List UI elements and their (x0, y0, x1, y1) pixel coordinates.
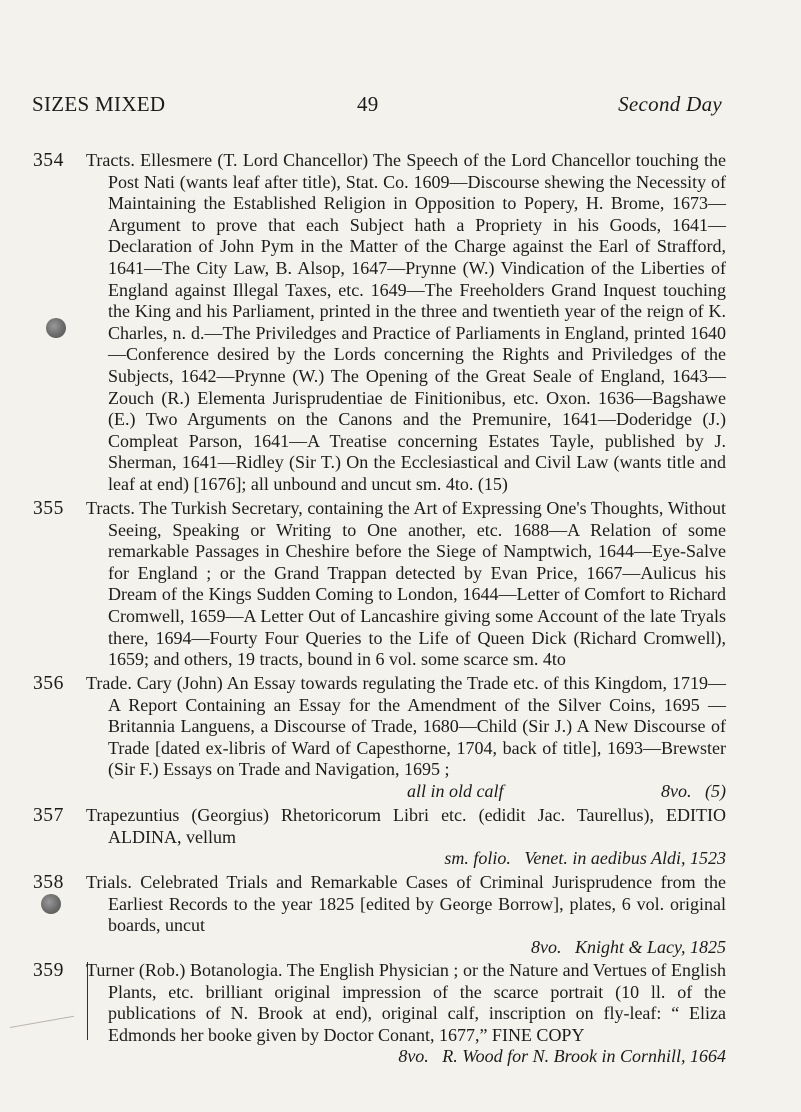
lot-number: 359 (33, 960, 64, 981)
lot-text: Tracts. Ellesmere (T. Lord Chancellor) The Speech of the Lord Chancellor touching the Post Nati (wants leaf after title), Stat. Co. 1609—Discourse shewing the Necessity of Maintaining the Established Religion in Opposition to Popery, H. Brome, 1673—Argument to prove that each Subject hath a Propriety in his Goods, 1641—Declaration of John Pym in the Matter of the Charge against the Earl of Strafford, 1641—The City Law, B. Alsop, 1647—Prynne (W.) Vindication of the Liberties of England against Illegal Taxes, etc. 1649—The Freeholders Grand Inquest touching the King and his Parliament, printed in the three and twentieth year of the reign of K. Charles, n. d.—The Priviledges and Practice of Parliaments in England, printed 1640—Conference desired by the Lords concerning the Rights and Priviledges of the Subjects, 1642—Prynne (W.) The Opening of the Great Seale of England, 1643—Zouch (R.) Elementa Jurisprudentiae de Finitionibus, etc. Oxon. 1636—Bagshawe (E.) Two Arguments on the Canons and the Premunire, 1641—Doderidge (J.) Compleat Parson, 1641—A Treatise concerning Estates Tayle, published by J. Sherman, 1641—Ridley (Sir T.) On the Ecclesiastical and Civil Law (wants title and leaf at end) [1676]; all unbound and uncut sm. 4to. (15) (86, 150, 726, 494)
lot-format-line: 8vo. Knight & Lacy, 1825 (531, 936, 726, 957)
lot-text: Tracts. The Turkish Secretary, containing the Art of Expressing One's Thoughts, Without Seeing, Speaking or Writing to One another, etc. 1688—A Relation of some remarkable Passages in Cheshire before the Siege of Namptwich, 1644—Eye-Salve for England ; or the Grand Trappan detected by Evan Price, 1667—Aulicus his Dream of the Kings Sudden Coming to London, 1644—Letter of Comfort to Richard Cromwell, 1659—A Letter Out of Lancashire giving some Account of the late Tryals there, 1694—Fourty Four Queries to the Life of Queen Dick (Richard Cromwell), 1659; and others, 19 tracts, bound in 6 vol. some scarce sm. 4to (86, 498, 726, 670)
lot-format-line: all in old calf 8vo. (5) (407, 780, 726, 801)
page-header (32, 92, 722, 122)
lot-description (64, 673, 726, 803)
sale-day-heading: Second Day (618, 92, 722, 116)
section-heading: SIZES MIXED (32, 92, 166, 116)
lot-format-line: 8vo. R. Wood for N. Brook in Cornhill, 1664 (398, 1046, 726, 1067)
lot-description (64, 498, 726, 671)
margin-dot-mark (46, 318, 66, 338)
lot-number: 357 (33, 805, 64, 826)
lot-number: 358 (33, 872, 64, 893)
lot-description (64, 960, 726, 1068)
page-number: 49 (357, 92, 379, 116)
lot-number: 356 (33, 673, 64, 694)
lot-text: Trapezuntius (Georgius) Rhetoricorum Libri etc. (edidit Jac. Taurellus), EDITIO ALDINA, vellum (86, 805, 726, 847)
lot-description (64, 805, 726, 870)
lot-number: 355 (33, 498, 64, 519)
lot-description (64, 150, 726, 496)
lot-description (64, 872, 726, 958)
lot-format-line: sm. folio. Venet. in aedibus Aldi, 1523 (444, 848, 726, 869)
lot-text: Trials. Celebrated Trials and Remarkable Cases of Criminal Jurisprudence from the Earliest Records to the year 1825 [edited by George Borrow], plates, 6 vol. original boards, uncut (86, 872, 726, 936)
margin-dot-mark (41, 894, 61, 914)
lot-text: Turner (Rob.) Botanologia. The English Physician ; or the Nature and Vertues of English Plants, etc. brilliant original impression of the scarce portrait (10 ll. of the publications of N. Brook at end), original calf, inscription on fly-leaf: “ Eliza Edmonds her booke given by Doctor Conant, 1677,” FINE COPY (86, 960, 726, 1045)
lot-number: 354 (33, 150, 64, 171)
lot-text: Trade. Cary (John) An Essay towards regulating the Trade etc. of this Kingdom, 1719—A Report Containing an Essay for the Amendment of the Silver Coins, 1695 — Britannia Languens, a Discourse of Trade, 1680—Child (Sir J.) A New Discourse of Trade [dated ex-libris of Ward of Capesthorne, 1704, back of title], 1693—Brewster (Sir F.) Essays on Trade and Navigation, 1695 ; (86, 673, 726, 780)
